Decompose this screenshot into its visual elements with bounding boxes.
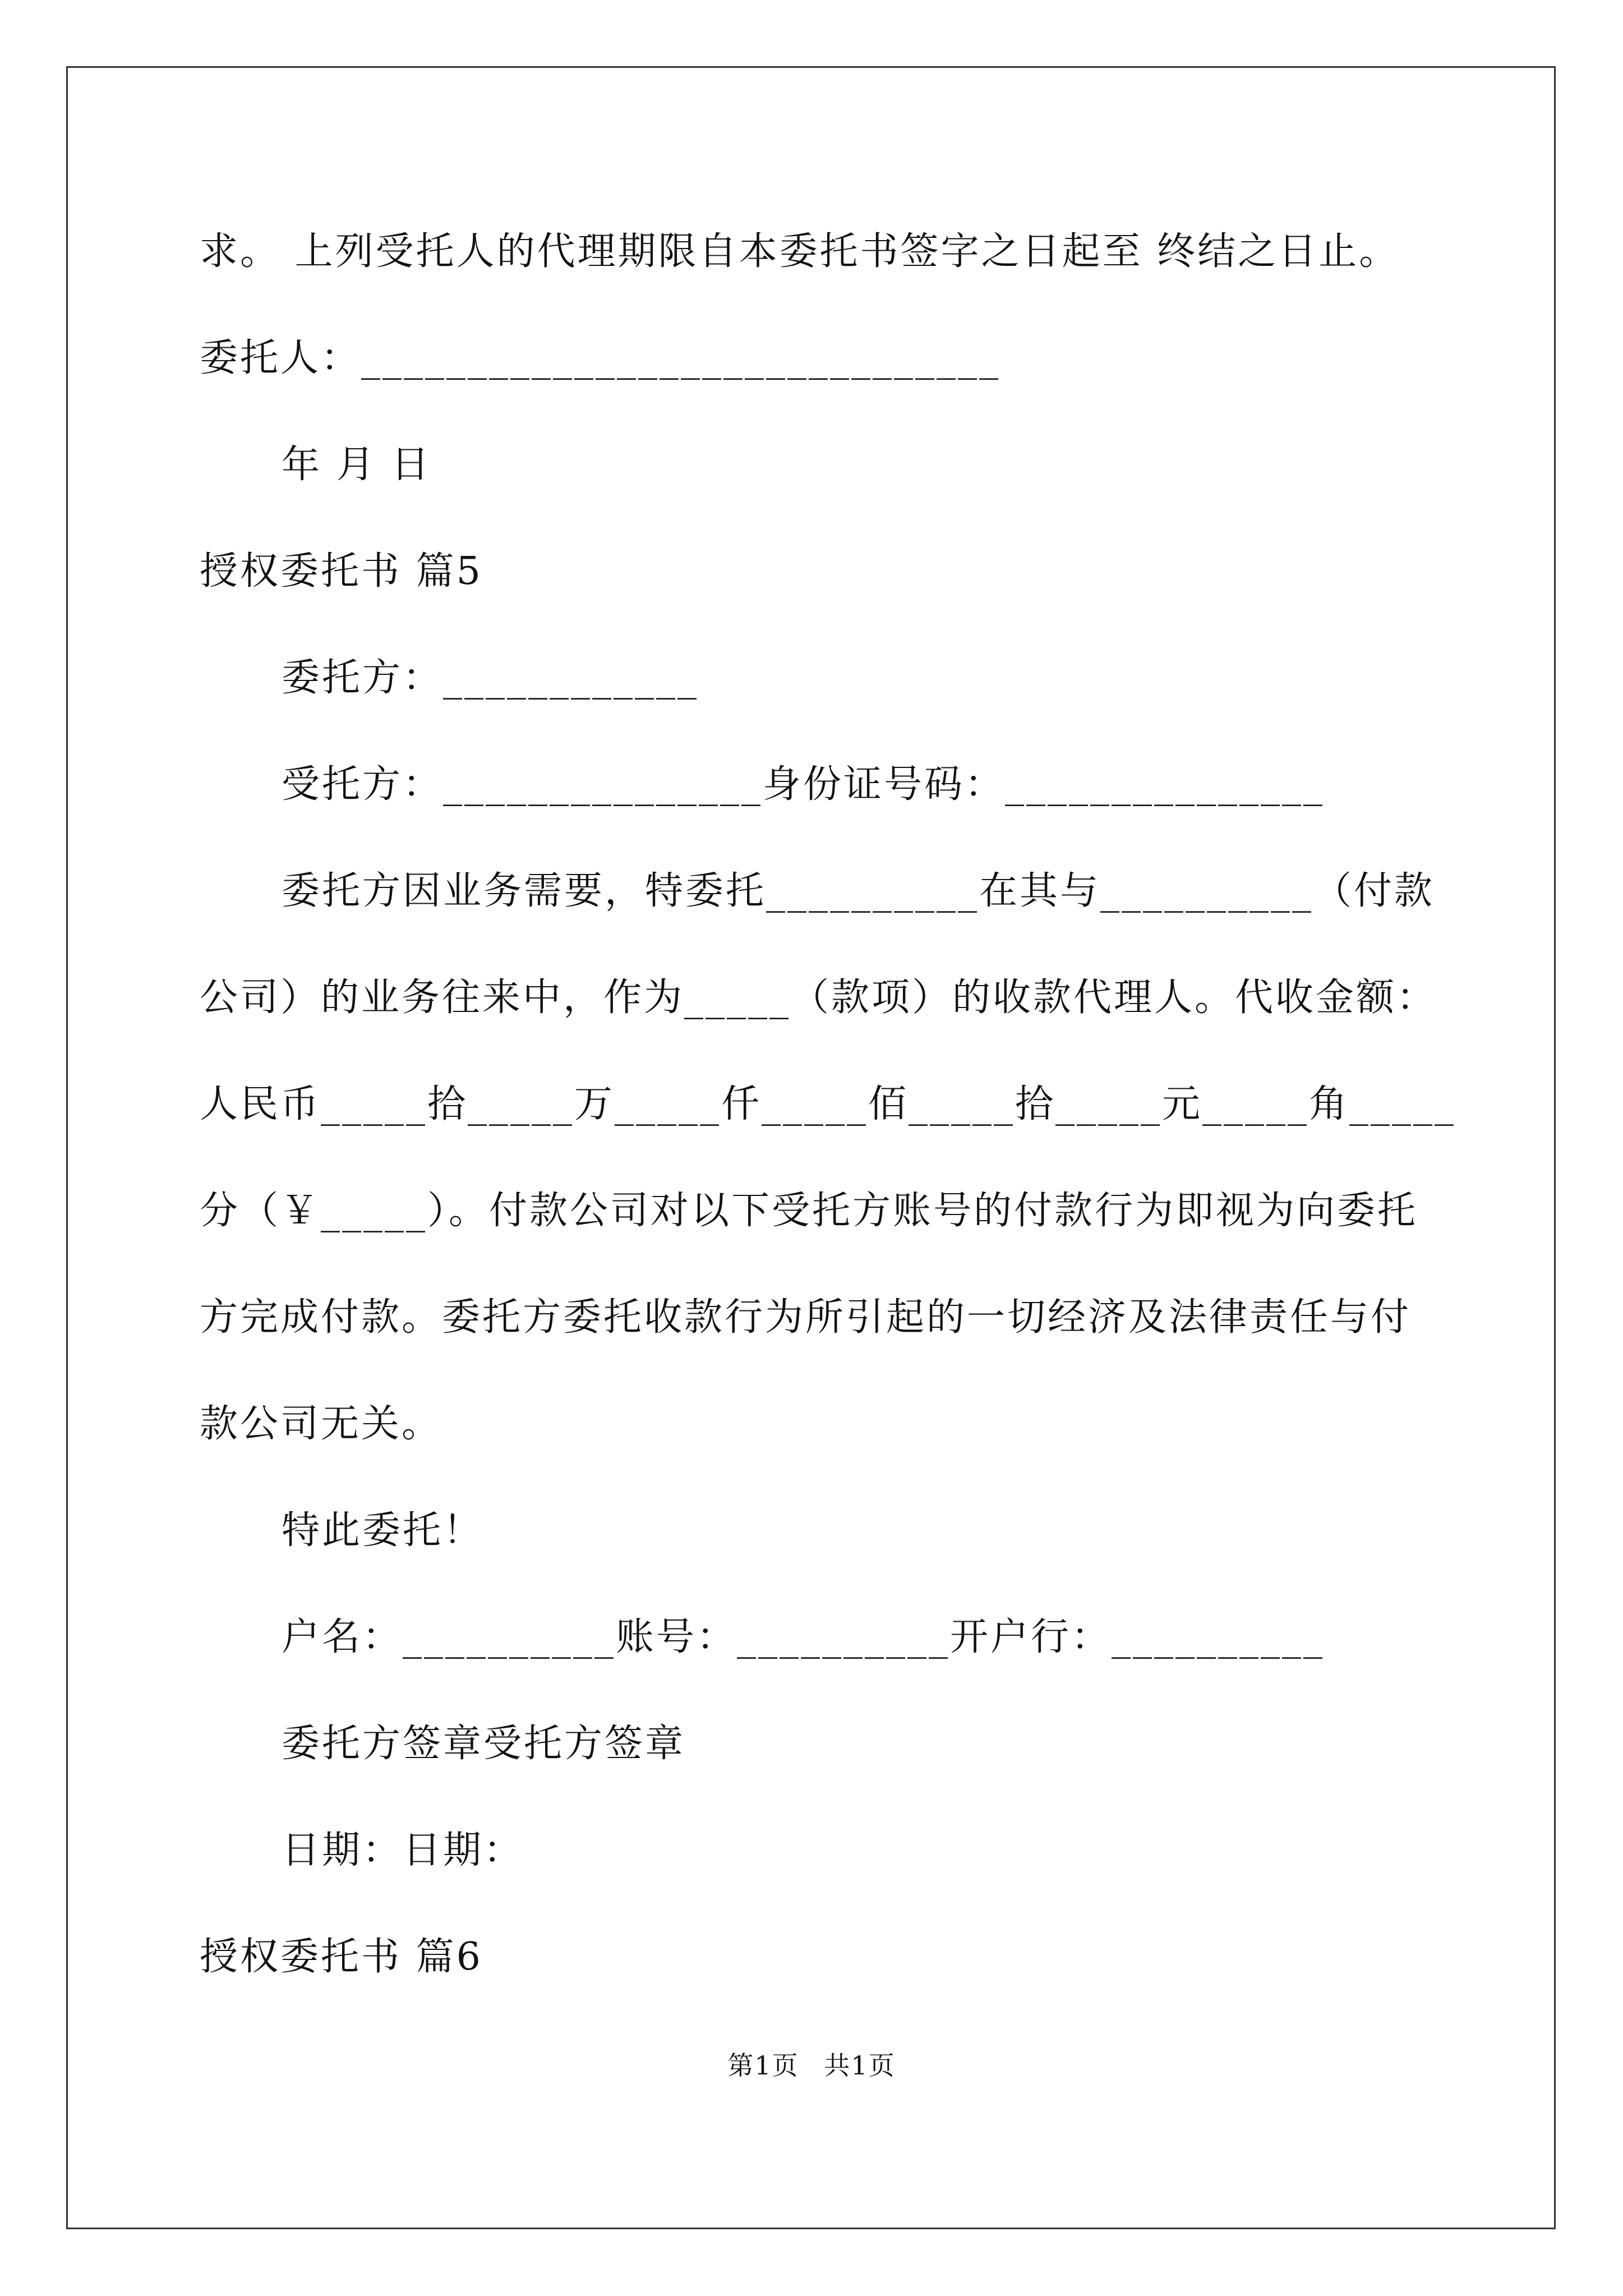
body-paragraph-line: 公司）的业务往来中，作为_____（款项）的收款代理人。代收金额： — [200, 976, 1437, 1020]
current-page-number: 第1页 — [727, 2050, 799, 2081]
body-paragraph-line: 分（￥_____）。付款公司对以下受托方账号的付款行为即视为向委托 — [200, 1189, 1418, 1233]
body-paragraph-line: 委托方因业务需要，特委托__________在其与__________（付款 — [282, 869, 1435, 913]
client-field: 委托方：____________ — [282, 656, 699, 700]
total-page-count: 共1页 — [824, 2050, 896, 2081]
section-heading: 授权委托书 篇6 — [200, 1935, 483, 1979]
text-line: 求。 上列受托人的代理期限自本委托书签字之日起至 终结之日止。 — [200, 229, 1400, 274]
body-paragraph-line: 方完成付款。委托方委托收款行为所引起的一切经济及法律责任与付 — [200, 1295, 1412, 1340]
page-footer — [0, 2049, 1623, 2082]
seal-line: 委托方签章受托方签章 — [282, 1722, 686, 1766]
page-border — [66, 66, 1556, 2229]
body-paragraph-line: 款公司无关。 — [200, 1402, 442, 1446]
section-heading: 授权委托书 篇5 — [200, 549, 483, 593]
agent-id-field: 受托方：_______________身份证号码：_______________ — [282, 762, 1325, 807]
account-info-line: 户名：__________账号：__________开户行：__________ — [282, 1615, 1325, 1659]
date-line: 年 月 日 — [282, 443, 432, 487]
closing-line: 特此委托！ — [282, 1508, 484, 1553]
signing-date-line: 日期：日期： — [282, 1828, 524, 1872]
amount-line: 人民币_____拾_____万_____仟_____佰_____拾_____元_____角_____ — [200, 1082, 1456, 1126]
principal-signature-line: 委托人：______________________________ — [200, 336, 1001, 380]
